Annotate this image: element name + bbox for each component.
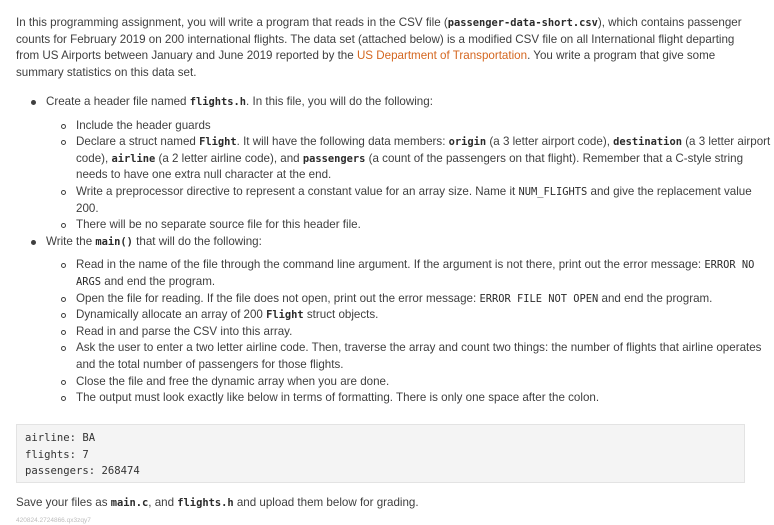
output-line-airline: airline: BA xyxy=(25,432,96,444)
subtask-guards: Include the header guards xyxy=(76,118,774,135)
output-line-passengers: passengers: 268474 xyxy=(25,465,140,478)
dot-link[interactable]: US Department of Transportation xyxy=(356,49,528,63)
subtask-args: Read in the name of the file through the command line argument. If the argument is not there, print out the error message: ERROR NO ARGS and end the program. xyxy=(76,257,774,290)
subtask-open: Open the file for reading. If the file does not open, print out the error message: ERROR FILE NOT OPEN and end the program. xyxy=(76,291,774,308)
subtask-define: Write a preprocessor directive to represent a constant value for an array size. Name it NUM_FLIGHTS and give the replacement value 200. xyxy=(76,184,774,217)
task-header-file: Create a header file named flights.h. In this file, you will do the following: Include the header guards Declare a struct named Flight. It will have the following data members: origin (a 3 letter airport code), destination (a 3 letter airport code), airline (a 2 letter airline code), and passengers (a count of the passengers on that flight). Remember that a C-style string needs to have one extra null character at the end. Write a preprocessor directive to represent a constant value for an array size. Name it NUM_FLIGHTS and give the replacement value 200. There will be no separate source file for this header file. xyxy=(46,94,774,234)
subtask-no-source: There will be no separate source file for this header file. xyxy=(76,217,774,234)
main-func: main() xyxy=(95,235,133,248)
header-subtask-list xyxy=(46,118,774,234)
subtask-struct: Declare a struct named Flight. It will have the following data members: origin (a 3 letter airport code), destination (a 3 letter airport code), airline (a 2 letter airline code), and passengers (a count of the passengers on that flight). Remember that a C-style string needs to have one extra null character at the end. xyxy=(76,134,774,184)
footer-id: 420824.2724866.qx3zqy7 xyxy=(16,517,91,524)
subtask-output: The output must look exactly like below in terms of formatting. There is only one space after the colon. xyxy=(76,390,774,407)
subtask-parse: Read in and parse the CSV into this array. xyxy=(76,324,774,341)
save-instructions: Save your files as main.c, and flights.h and upload them below for grading. xyxy=(16,496,419,509)
task-main: Write the main() that will do the following: Read in the name of the file through the command line argument. If the argument is not there, print out the error message: ERROR NO ARGS and end the program. Open the file for reading. If the file does not open, print out the error message: ERROR FILE NOT OPEN and end the program. Dynamically allocate an array of 200 Flight struct objects. Read in and parse the CSV into this array. Ask the user to enter a two letter airline code. Then, traverse the array and count two things: the number of flights that airline operates and the total number of passengers for those flights. Close the file and free the dynamic array when you are done. The output must look exactly like below in terms of formatting. There is only one space after the colon. xyxy=(46,234,774,407)
subtask-ask: Ask the user to enter a two letter airline code. Then, traverse the array and count two things: the number of flights that airline operates and the total number of passengers for those flights. xyxy=(76,340,774,373)
main-subtask-list xyxy=(46,257,774,406)
subtask-close: Close the file and free the dynamic array when you are done. xyxy=(76,374,774,391)
header-filename: flights.h xyxy=(189,96,247,108)
sample-output-block xyxy=(16,424,745,483)
output-line-flights: flights: 7 xyxy=(25,448,89,461)
subtask-alloc: Dynamically allocate an array of 200 Flight struct objects. xyxy=(76,307,774,324)
intro-paragraph: In this programming assignment, you will write a program that reads in the CSV file (passenger-data-short.csv), which contains passenger counts for February 2019 on 200 international flights. The data set (attached below) is a modified CSV file on all International flight departing from US Airports between January and June 2019 reported by the US Department of Transportation. You write a program that give some summary statistics on this data set. xyxy=(16,16,742,79)
task-list xyxy=(16,94,774,407)
csv-filename: passenger-data-short.csv xyxy=(447,17,598,29)
